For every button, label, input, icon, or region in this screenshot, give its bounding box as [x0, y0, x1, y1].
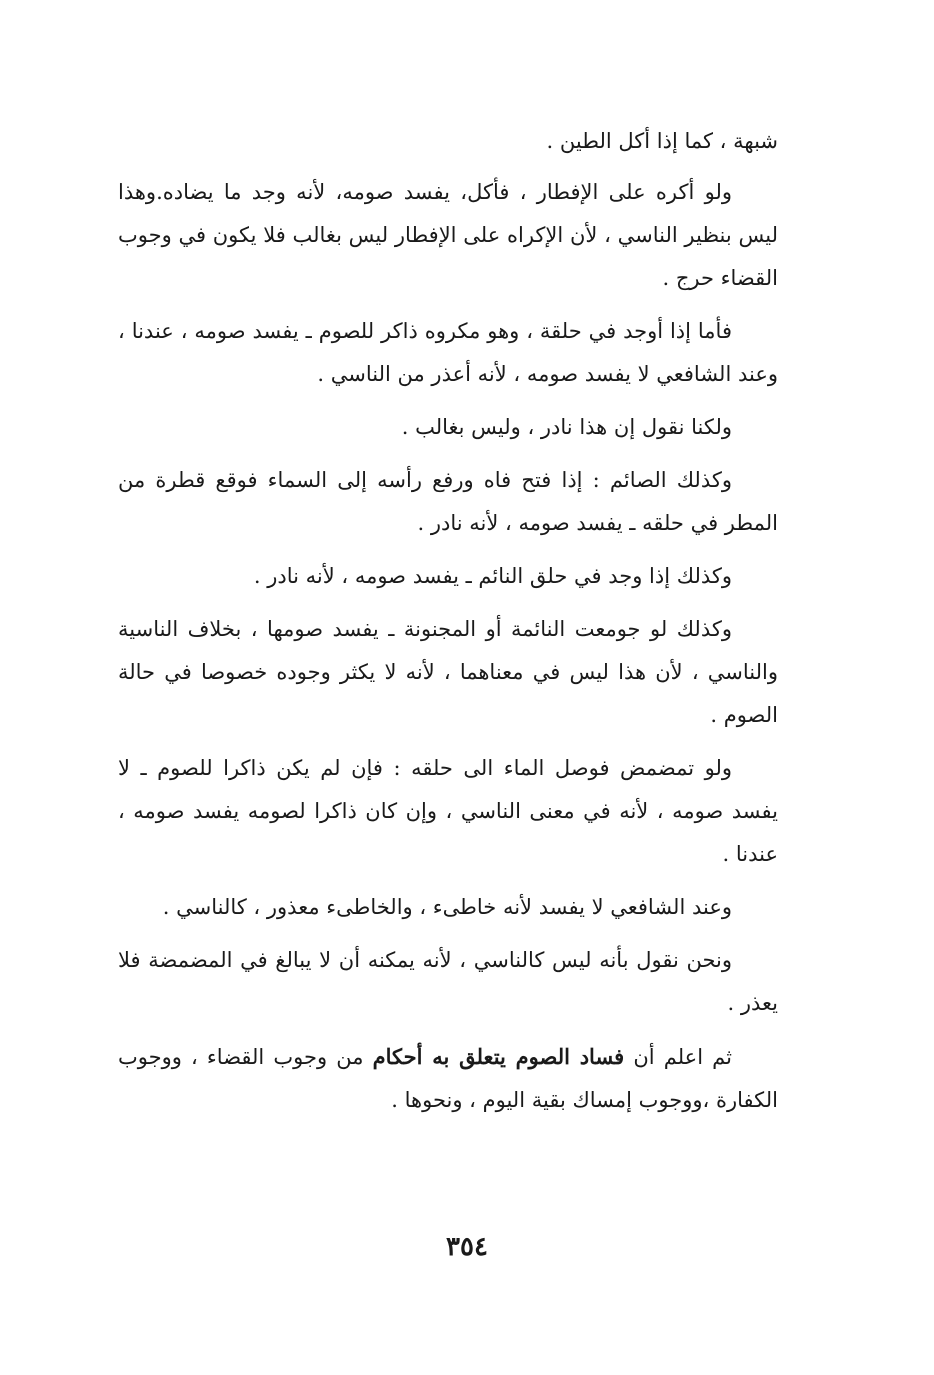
paragraph-11-tail: من وجوب القضاء ، ووجوب الكفارة ،ووجوب إمساك بقية اليوم ، ونحوها .	[118, 1045, 778, 1112]
paragraph-5: وكذلك الصائم : إذا فتح فاه ورفع رأسه إلى السماء فوقع قطرة من المطر في حلقه ـ يفسد صومه ، لأنه نادر .	[118, 468, 778, 535]
paragraph-8: ولو تمضمض فوصل الماء الى حلقه : فإن لم يكن ذاكرا للصوم ـ لا يفسد صومه ، لأنه في معنى الناسي ، وإن كان ذاكرا لصومه يفسد صومه ، عندنا .	[118, 756, 778, 866]
paragraph-6: وكذلك إذا وجد في حلق النائم ـ يفسد صومه ، لأنه نادر .	[253, 564, 732, 588]
paragraph-3: فأما إذا أوجد في حلقة ، وهو مكروه ذاكر للصوم ـ يفسد صومه ، عندنا ، وعند الشافعي لا يفسد صومه ، لأنه أعذر من الناسي .	[118, 319, 778, 386]
page-body	[118, 120, 778, 1132]
paragraph-4: ولكنا نقول إن هذا نادر ، وليس بغالب .	[401, 415, 732, 439]
paragraph-7: وكذلك لو جومعت النائمة أو المجنونة ـ يفسد صومها ، بخلاف الناسية والناسي ، لأن هذا ليس في معناهما ، لأنه لا يكثر وجوده خصوصا في حالة الصوم .	[118, 617, 778, 727]
paragraph-9: وعند الشافعي لا يفسد لأنه خاطىء ، والخاطىء معذور ، كالناسي .	[162, 895, 732, 919]
paragraph-11	[118, 1035, 778, 1122]
paragraph-2: ولو أكره على الإفطار ، فأكل، يفسد صومه، لأنه وجد ما يضاده.وهذا ليس بنظير الناسي ، لأن الإكراه على الإفطار ليس بغالب فلا يكون في وجوب القضاء حرج .	[118, 180, 778, 290]
page-number: ٣٥٤	[446, 1232, 488, 1262]
paragraph-10: ونحن نقول بأنه ليس كالناسي ، لأنه يمكنه أن لا يبالغ في المضمضة فلا يعذر .	[118, 948, 778, 1015]
paragraph-11-emphasis: فساد الصوم يتعلق به أحكام	[372, 1044, 625, 1069]
paragraph-11-lead: ثم اعلم أن	[624, 1045, 732, 1069]
paragraph-1: شبهة ، كما إذا أكل الطين .	[546, 129, 778, 153]
